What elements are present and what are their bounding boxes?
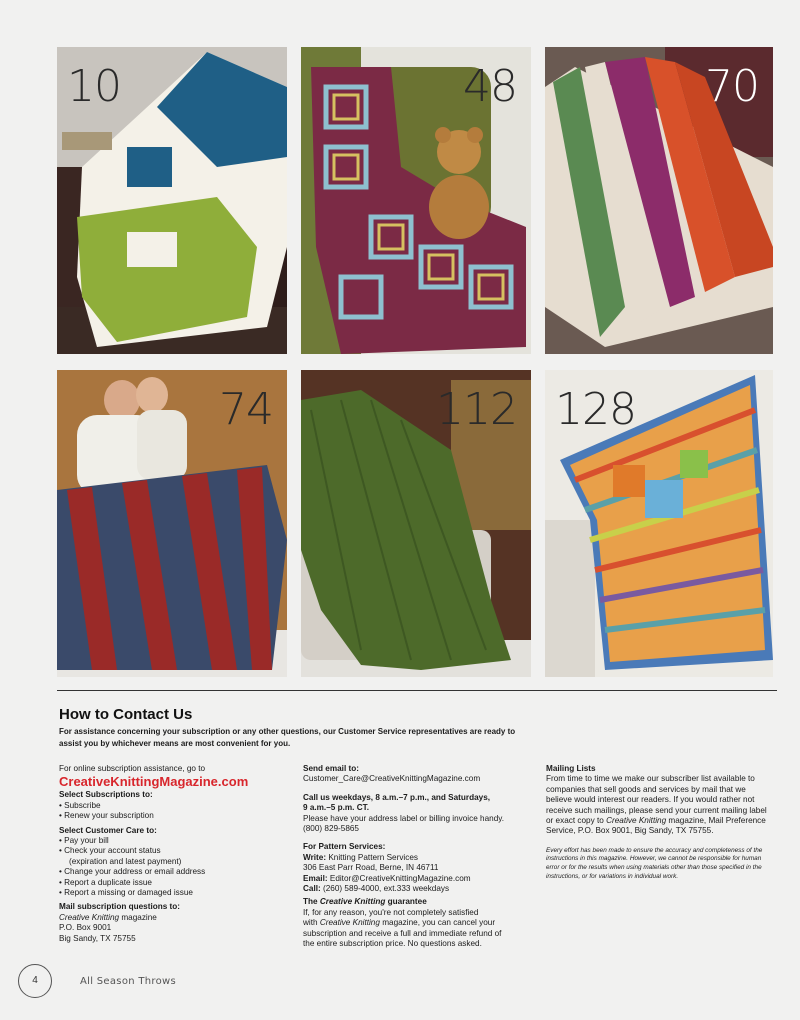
list-item: • Report a missing or damaged issue (59, 888, 193, 898)
pattern-call-line (303, 884, 533, 894)
mail-city: Big Sandy, TX 75755 (59, 933, 136, 943)
list-item: • Change your address or email address (59, 867, 206, 877)
throw-photo-70 (545, 47, 773, 354)
page-number-label: 112 (436, 384, 517, 435)
pattern-call: (260) 589-4000, ext.333 weekdays (320, 884, 450, 894)
pattern-email-line (303, 874, 533, 884)
list-item: (expiration and latest payment) (69, 856, 182, 866)
website-link[interactable]: CreativeKnittingMagazine.com (59, 774, 249, 790)
page-number-label: 70 (705, 61, 759, 112)
throw-photo-10 (57, 47, 287, 354)
throw-photo-112 (301, 370, 531, 677)
contact-heading: How to Contact Us (59, 706, 193, 723)
contact-column-subscriptions (59, 764, 289, 944)
page-number-label: 10 (67, 61, 121, 112)
call-note: Please have your address label or billing invoice handy. (303, 813, 505, 823)
guarantee-line: the entire subscription price. No questions asked. (303, 939, 482, 949)
disclaimer: Every effort has been made to ensure the accuracy and completeness of the instructions in this magazine. However, we cannot be responsible for human error or for the results when using materials other than those specified in the instructions, or for variations in individual work. (546, 846, 763, 880)
write-name: Knitting Pattern Services (326, 852, 418, 862)
mail-box: P.O. Box 9001 (59, 923, 112, 933)
list-item: • Renew your subscription (59, 811, 154, 821)
magazine-suffix: magazine (119, 912, 157, 922)
email-address[interactable]: Customer_Care@CreativeKnittingMagazine.com (303, 774, 481, 784)
call-phone: (800) 829-5865 (303, 824, 359, 834)
subscriptions-label: Select Subscriptions to: (59, 790, 153, 800)
mailing-lists-text (546, 774, 768, 836)
section-divider (57, 690, 777, 691)
list-item: • Pay your bill (59, 836, 109, 846)
mailing-text-before: From time to time we make our subscriber list available to companies that sell goods and services by mail that we believe would interest our readers. If you would rather not receive such mailings, please send your current mailing label or exact copy to (546, 774, 767, 826)
mailing-magazine-name: Creative Knitting (606, 816, 667, 826)
pattern-services-label: For Pattern Services: (303, 842, 386, 852)
mail-magazine-line (59, 913, 289, 923)
guarantee-prefix: The (303, 897, 320, 907)
page-number-label: 48 (463, 61, 517, 112)
guarantee-with: with (303, 918, 320, 928)
contact-column-mailing-lists (546, 764, 768, 881)
write-line (303, 853, 533, 863)
guarantee-magazine-name: Creative Knitting (319, 918, 380, 928)
pattern-call-label: Call: (303, 884, 321, 894)
guarantee-line2-rest: magazine, you can cancel your (379, 918, 496, 928)
contact-intro: For assistance concerning your subscription or any other questions, our Customer Service representatives are ready to assist you by whichever means are most convenient for you. (59, 727, 516, 748)
list-item: • Report a duplicate issue (59, 877, 152, 887)
customer-care-label: Select Customer Care to: (59, 825, 157, 835)
list-item: • Subscribe (59, 800, 101, 810)
list-item: • Check your account status (59, 846, 161, 856)
mailing-text-after: magazine, Mail Preference Service, P.O. Box 9001, Big Sandy, TX 75755. (546, 816, 766, 836)
call-hours-line1: Call us weekdays, 8 a.m.–7 p.m., and Saturdays, (303, 792, 491, 802)
contact-column-email-phone (303, 764, 533, 950)
page-number-label: 128 (555, 384, 636, 435)
page-number-label: 74 (219, 384, 273, 435)
mail-label: Mail subscription questions to: (59, 902, 180, 912)
pattern-email[interactable]: Editor@CreativeKnittingMagazine.com (327, 873, 471, 883)
email-label: Send email to: (303, 764, 359, 773)
pattern-email-label: Email: (303, 873, 328, 883)
throw-photo-74 (57, 370, 287, 677)
write-label: Write: (303, 852, 327, 862)
online-note: For online subscription assistance, go to (59, 764, 206, 773)
guarantee-line: If, for any reason, you're not completely satisfied (303, 907, 479, 917)
guarantee-name: Creative Knitting (319, 897, 386, 907)
mailing-lists-label: Mailing Lists (546, 764, 596, 773)
guarantee-line (303, 918, 533, 928)
guarantee-heading (303, 897, 533, 907)
guarantee-line: subscription and receive a full and immediate refund of (303, 928, 502, 938)
throw-photo-128 (545, 370, 773, 677)
call-hours-line2: 9 a.m.–5 p.m. CT. (303, 803, 369, 813)
section-title: All Season Throws (80, 976, 176, 987)
page-number-badge: 4 (18, 964, 52, 998)
throw-photo-48 (301, 47, 531, 354)
write-address: 306 East Parr Road, Berne, IN 46711 (303, 863, 439, 873)
magazine-name: Creative Knitting (59, 912, 120, 922)
guarantee-suffix: guarantee (385, 897, 427, 907)
